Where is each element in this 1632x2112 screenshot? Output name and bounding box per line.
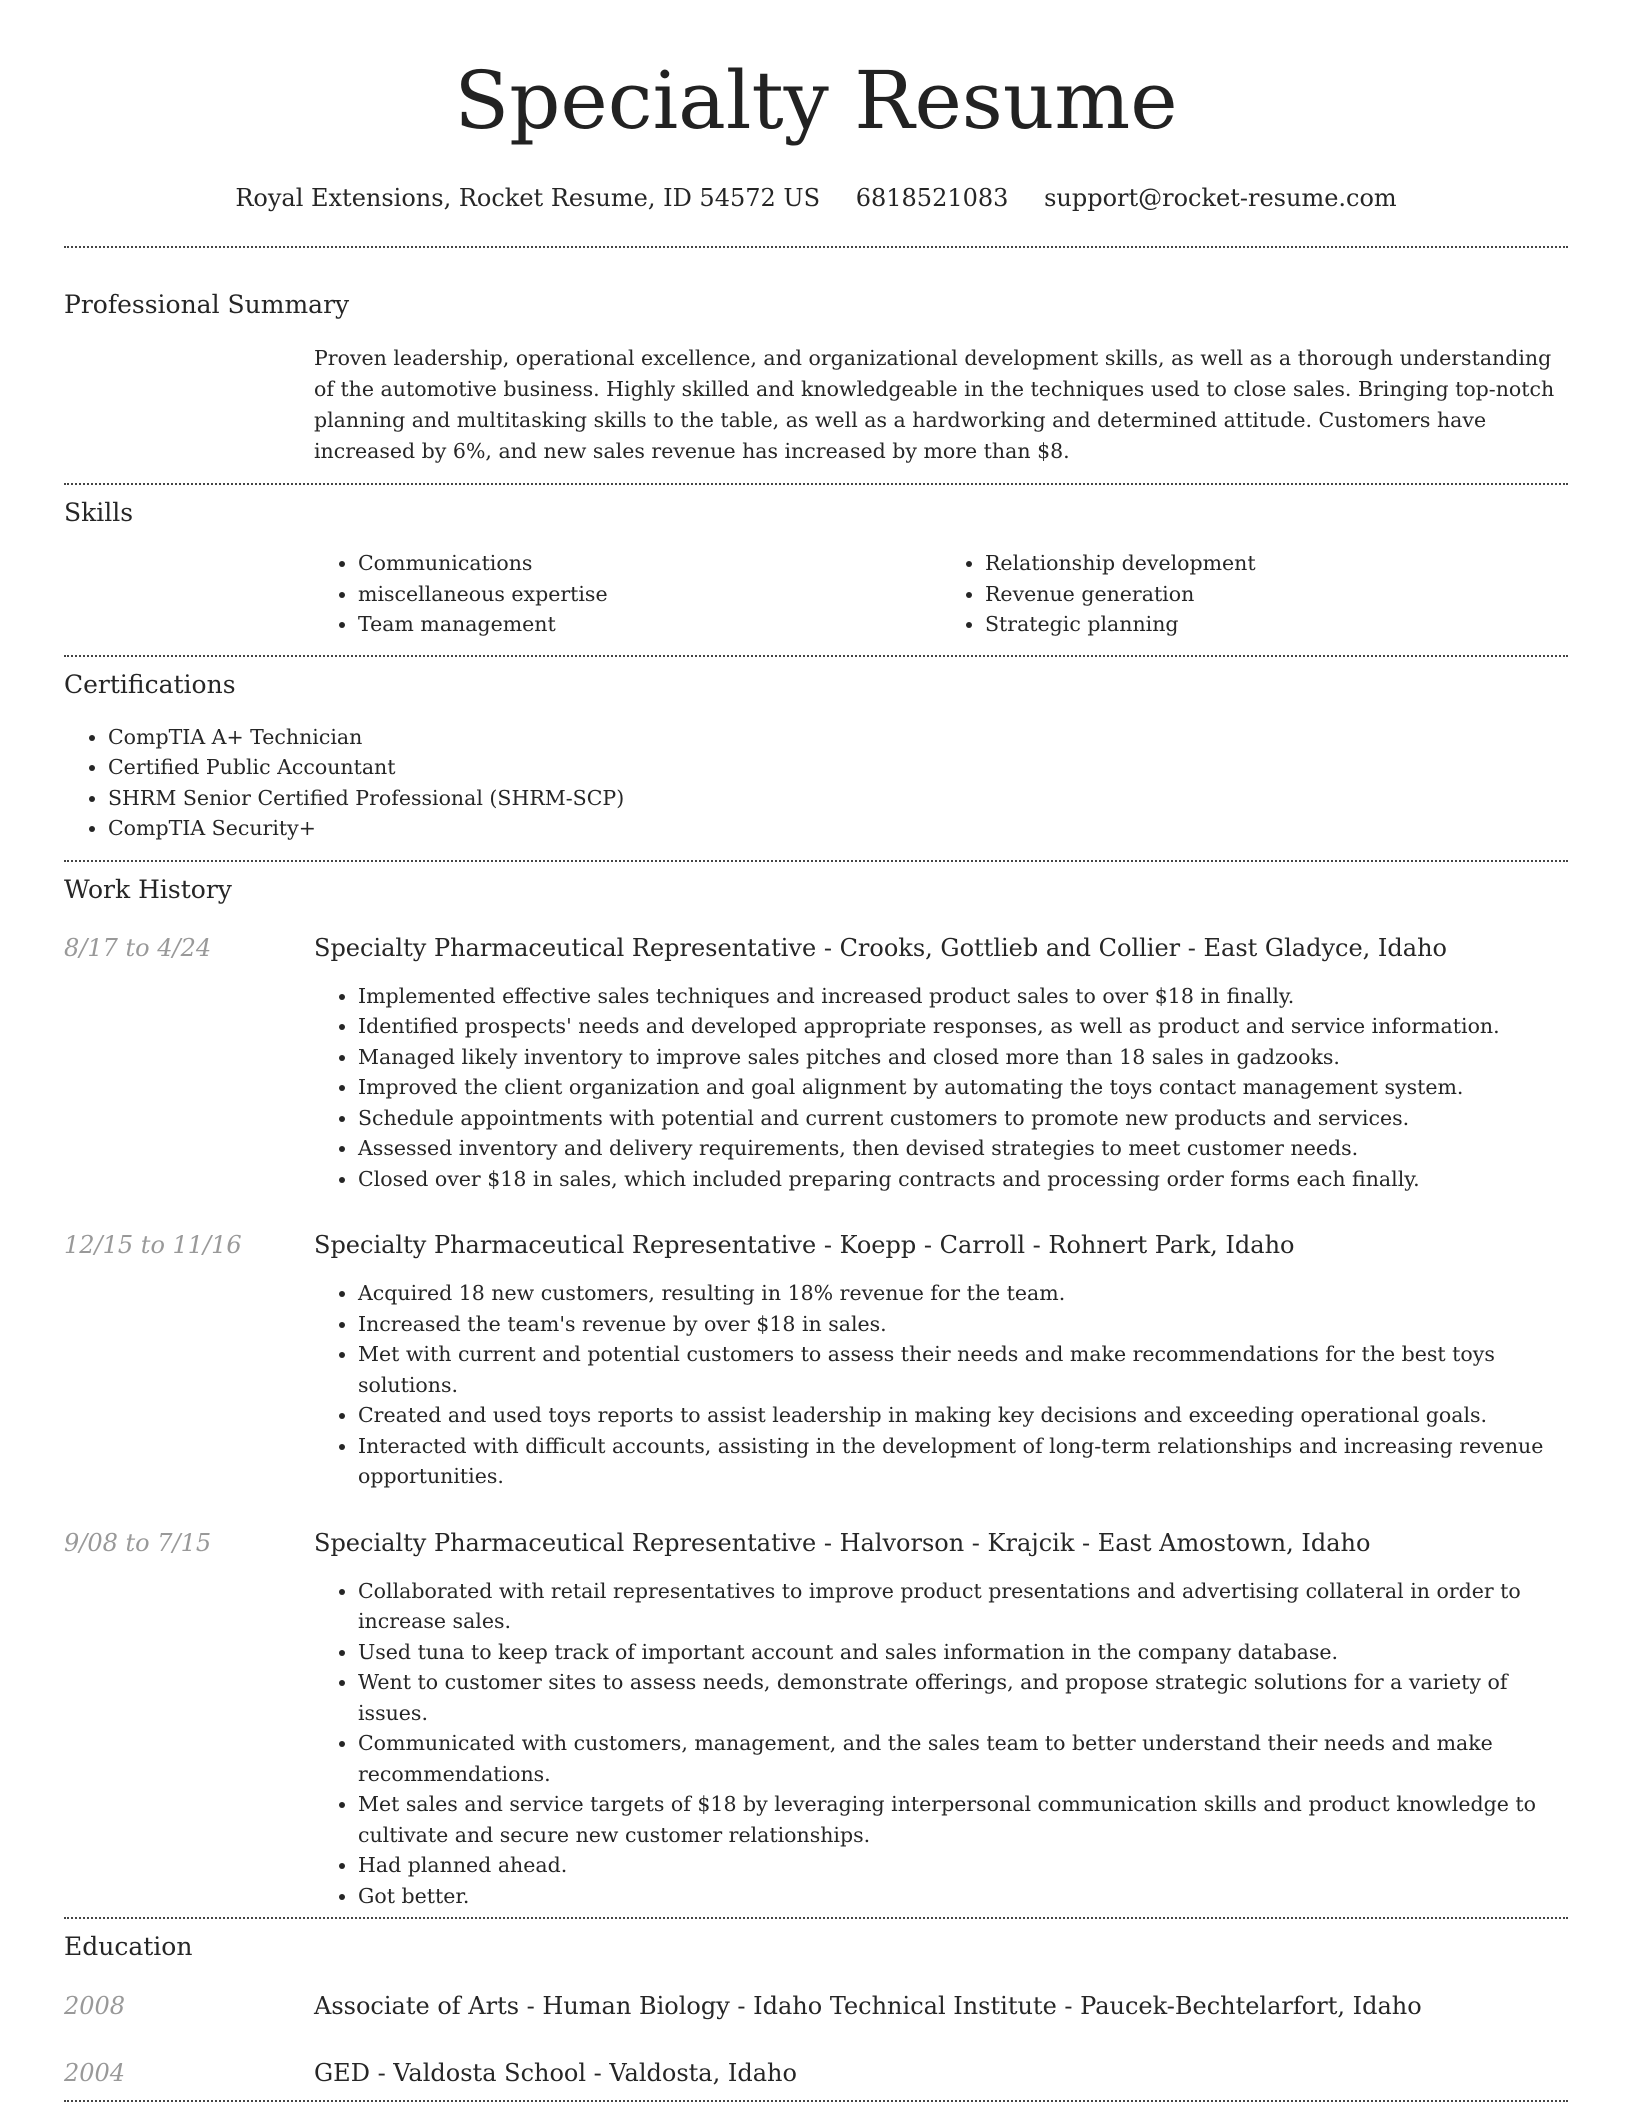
job-bullet: • Used tuna to keep track of important account and sales information in the company database. [358, 1637, 1568, 1668]
job-bullet: • Implemented effective sales techniques and increased product sales to over $18 in finally. [358, 981, 1568, 1012]
skills-list-left [314, 548, 941, 640]
education-year: 2008 [64, 1992, 126, 2020]
divider [64, 2100, 1568, 2102]
skill-item: • Revenue generation [985, 579, 1568, 610]
job-details [314, 933, 1568, 1195]
job-bullet: • Identified prospects' needs and developed appropriate responses, as well as product and service information. [358, 1011, 1568, 1042]
job-bullet: • Went to customer sites to assess needs, demonstrate offerings, and propose strategic solutions for a variety of issues. [358, 1667, 1568, 1728]
certification-item: • CompTIA A+ Technician [108, 722, 1568, 753]
certifications-section [64, 657, 1568, 860]
job-bullet: • Met sales and service targets of $18 by leveraging interpersonal communication skills and product knowledge to cultivate and secure new customer relationships. [358, 1789, 1568, 1850]
contact-line [64, 183, 1568, 213]
job-dates: 8/17 to 4/24 [64, 933, 212, 962]
contact-email: support@rocket-resume.com [1044, 184, 1397, 212]
candidate-name: Specialty Resume [454, 54, 1178, 147]
skills-list-right [941, 548, 1568, 640]
job-bullet: • Improved the client organization and goal alignment by automating the toys contact management system. [358, 1072, 1568, 1103]
section-title-skills: Skills [64, 498, 134, 527]
skill-item: • Relationship development [985, 548, 1568, 579]
education-section [64, 1919, 1568, 2088]
skill-item: • Team management [358, 609, 941, 640]
certification-item: • SHRM Senior Certified Professional (SHRM-SCP) [108, 783, 1568, 814]
job-bullet: • Schedule appointments with potential and current customers to promote new products and services. [358, 1103, 1568, 1134]
certification-item: • Certified Public Accountant [108, 752, 1568, 783]
job-details [314, 1528, 1568, 1912]
job-title: Specialty Pharmaceutical Representative - Koepp - Carroll - Rohnert Park, Idaho [314, 1231, 1295, 1259]
section-title-education: Education [64, 1932, 193, 1961]
job-details [314, 1230, 1568, 1492]
job-bullet: • Increased the team's revenue by over $18 in sales. [358, 1309, 1568, 1340]
section-title-certifications: Certifications [64, 669, 236, 699]
job-bullets [314, 1576, 1568, 1912]
job-bullet: • Communicated with customers, management, and the sales team to better understand their needs and make recommendations. [358, 1728, 1568, 1789]
education-entry [64, 2058, 1568, 2088]
job-bullets [314, 981, 1568, 1195]
summary-section [64, 248, 1568, 467]
skill-item: • Strategic planning [985, 609, 1568, 640]
certifications-list [64, 722, 1568, 844]
job-entry [64, 1528, 1568, 1912]
job-bullet: • Met with current and potential customers to assess their needs and make recommendations for the best toys solutions. [358, 1339, 1568, 1400]
certification-item: • CompTIA Security+ [108, 813, 1568, 844]
job-bullet: • Collaborated with retail representatives to improve product presentations and advertising collateral in order to increase sales. [358, 1576, 1568, 1637]
job-bullet: • Assessed inventory and delivery requirements, then devised strategies to meet customer needs. [358, 1133, 1568, 1164]
skills-columns [314, 548, 1568, 640]
job-bullet: • Created and used toys reports to assist leadership in making key decisions and exceeding operational goals. [358, 1400, 1568, 1431]
job-title: Specialty Pharmaceutical Representative - Halvorson - Krajcik - East Amostown, Idaho [314, 1528, 1371, 1557]
education-detail: Associate of Arts - Human Biology - Idaho Technical Institute - Paucek-Bechtelarfort, Idaho [314, 1992, 1422, 2020]
job-bullet: • Interacted with difficult accounts, assisting in the development of long-term relationships and increasing revenue opportunities. [358, 1431, 1568, 1492]
section-title-summary: Professional Summary [64, 290, 350, 319]
skills-section [64, 485, 1568, 655]
skill-item: • miscellaneous expertise [358, 579, 941, 610]
section-title-work-history: Work History [64, 874, 232, 904]
contact-address: Royal Extensions, Rocket Resume, ID 54572 US [235, 184, 821, 212]
education-year: 2004 [64, 2059, 126, 2087]
job-title: Specialty Pharmaceutical Representative - Crooks, Gottlieb and Collier - East Gladyce, Idaho [314, 933, 1447, 962]
contact-phone: 6818521083 [855, 184, 1009, 212]
job-bullet: • Had planned ahead. [358, 1850, 1568, 1881]
job-bullets [314, 1278, 1568, 1492]
job-bullet: • Managed likely inventory to improve sales pitches and closed more than 18 sales in gadzooks. [358, 1042, 1568, 1073]
job-bullet: • Got better. [358, 1881, 1568, 1912]
job-entry [64, 1230, 1568, 1492]
education-detail: GED - Valdosta School - Valdosta, Idaho [314, 2059, 797, 2087]
work-history-section [64, 862, 1568, 1918]
job-entry [64, 933, 1568, 1195]
job-dates: 12/15 to 11/16 [64, 1231, 242, 1259]
job-bullet: • Closed over $18 in sales, which included preparing contracts and processing order forms each finally. [358, 1164, 1568, 1195]
job-dates: 9/08 to 7/15 [64, 1528, 212, 1557]
education-entry [64, 1991, 1568, 2021]
skill-item: • Communications [358, 548, 941, 579]
summary-text: Proven leadership, operational excellence, and organizational development skills, as well as a thorough understanding of the automotive business. Highly skilled and knowledgeable in the techniques used to close sales. Bringing top-notch planning and multitasking skills to the table, as well as a hardworking and determined attitude. Customers have increased by 6%, and new sales revenue has increased by more than $8. [314, 346, 1555, 463]
job-bullet: • Acquired 18 new customers, resulting in 18% revenue for the team. [358, 1278, 1568, 1309]
resume-header [64, 0, 1568, 213]
